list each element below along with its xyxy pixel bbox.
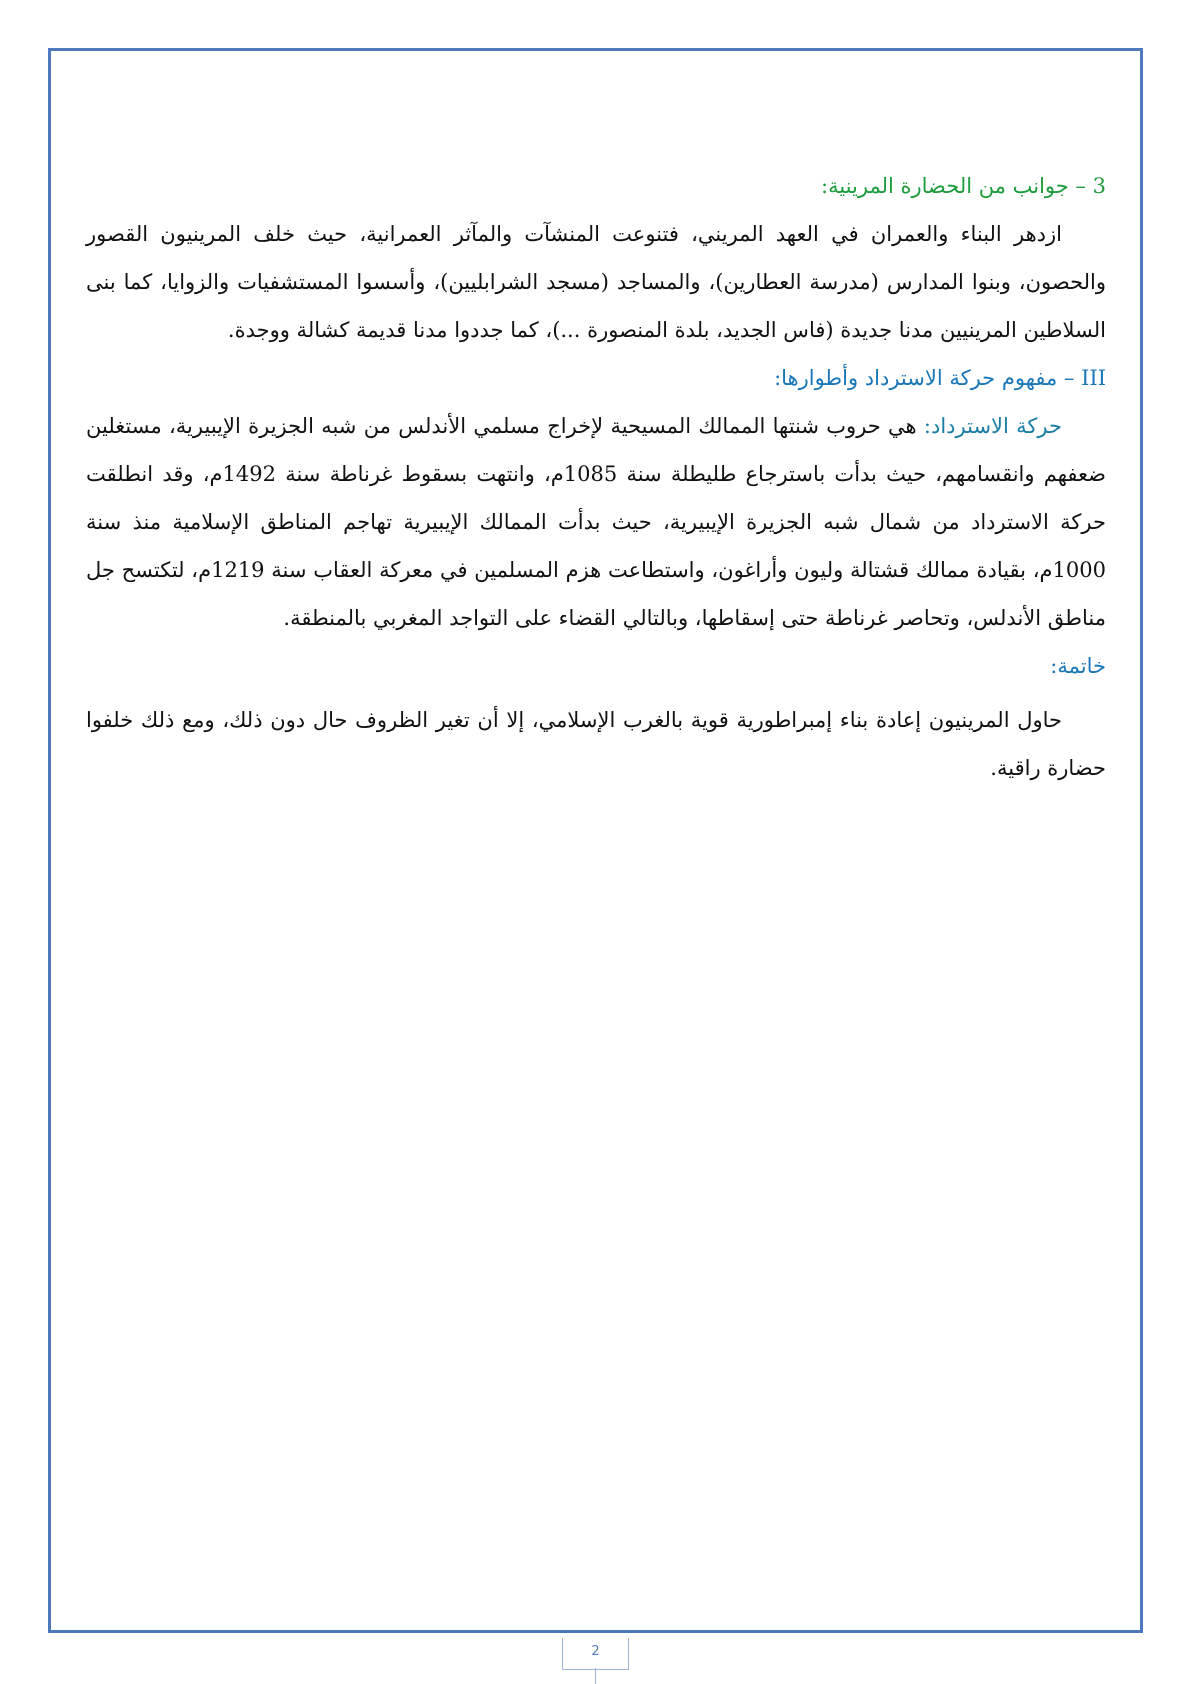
document-body	[86, 162, 1106, 792]
section-3-heading: 3 – جوانب من الحضارة المرينية:	[821, 174, 1106, 198]
page-number: 2	[562, 1638, 629, 1670]
conclusion-paragraph: حاول المرينيون إعادة بناء إمبراطورية قوية بالغرب الإسلامي، إلا أن تغير الظروف حال دون ذلك، ومع ذلك خلفوا حضارة راقية.	[86, 708, 1106, 780]
conclusion-heading: خاتمة:	[1050, 654, 1106, 678]
reconquista-definition: هي حروب شنتها الممالك المسيحية لإخراج مسلمي الأندلس من شبه الجزيرة الإيبيرية، مستغلين ضعفهم وانقسامهم، حيث بدأت باسترجاع طليطلة سنة 1085م، وانتهت بسقوط غرناطة سنة 1492م، وقد انطلقت حركة الاسترداد من شمال شبه الجزيرة الإيبيرية، حيث بدأت الممالك الإيبيرية تهاجم المناطق الإسلامية منذ سنة 1000م، بقيادة ممالك قشتالة وليون وأراغون، واستطاعت هزم المسلمين في معركة العقاب سنة 1219م، لتكتسح جل مناطق الأندلس، وتحاصر غرناطة حتى إسقاطها، وبالتالي القضاء على التواجد المغربي بالمنطقة.	[86, 414, 1106, 630]
section-iii-heading: III – مفهوم حركة الاسترداد وأطوارها:	[774, 366, 1106, 390]
reconquista-term: حركة الاسترداد:	[923, 414, 1062, 438]
section-3-paragraph: ازدهر البناء والعمران في العهد المريني، فتنوعت المنشآت والمآثر العمرانية، حيث خلف المرينيون القصور والحصون، وبنوا المدارس (مدرسة العطارين)، والمساجد (مسجد الشرابليين)، وأسسوا المستشفيات والزوايا، كما بنى السلاطين المرينيين مدنا جديدة (فاس الجديد، بلدة المنصورة ...)، كما جددوا مدنا قديمة كشالة ووجدة.	[86, 222, 1106, 342]
page-number-tick	[595, 1668, 596, 1684]
reconquista-paragraph	[86, 402, 1106, 642]
